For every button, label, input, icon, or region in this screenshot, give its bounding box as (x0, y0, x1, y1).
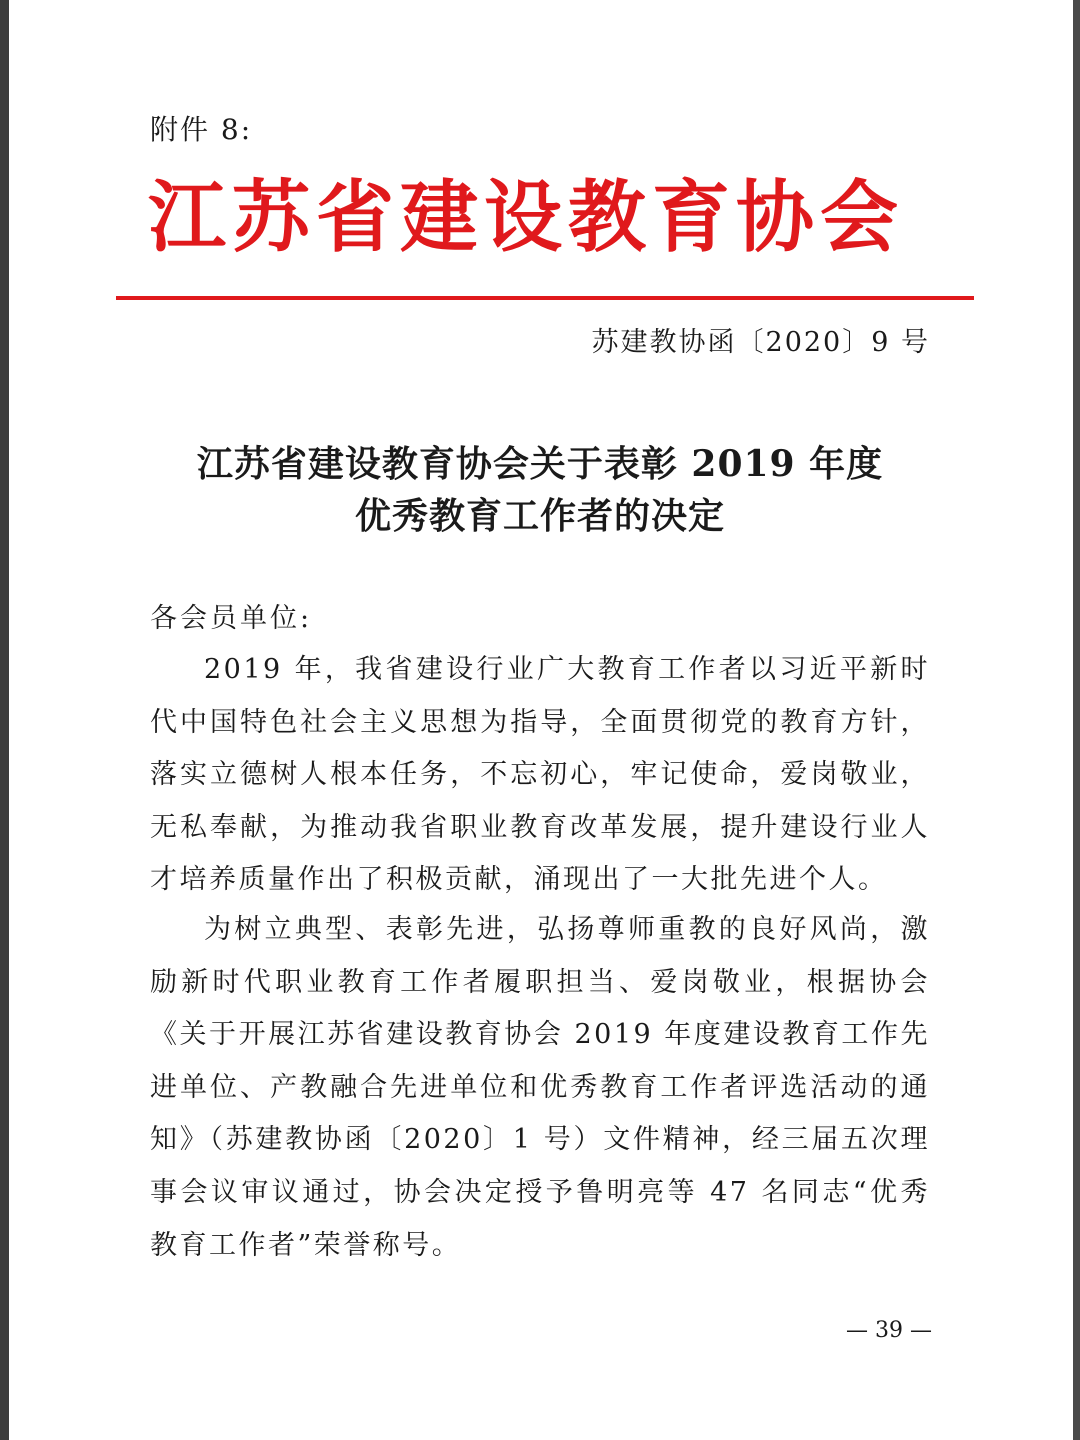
salutation: 各会员单位: (150, 603, 313, 634)
body-paragraph-1: 2019 年，我省建设行业广大教育工作者以习近平新时代中国特色社会主义思想为指导，全面贯彻党的教育方针，落实立德树人根本任务，不忘初心，牢记使命，爱岗敬业，无私奉献，为推动我省职业教育改革发展，提升建设行业人才培养质量作出了积极贡献，涌现出了一大批先进个人。 (150, 654, 930, 896)
page-number: — 39 — (846, 1318, 932, 1343)
document-number: 苏建教协函〔2020〕9 号 (591, 327, 930, 358)
attachment-label: 附件 8: (150, 113, 253, 146)
right-page-edge (1073, 0, 1080, 1440)
left-page-edge (0, 0, 9, 1440)
document-title-line-1: 江苏省建设教育协会关于表彰 2019 年度 (196, 443, 884, 485)
header-red-rule (116, 296, 974, 300)
organization-header: 江苏省建设教育协会 (148, 172, 905, 263)
document-title-line-2: 优秀教育工作者的决定 (354, 495, 725, 537)
body-paragraph-2: 为树立典型、表彰先进，弘扬尊师重教的良好风尚，激励新时代职业教育工作者履职担当、爱岗敬业，根据协会《关于开展江苏省建设教育协会 2019 年度建设教育工作先进单位、产教融合先进单位和优秀教育工作者评选活动的通知》（苏建教协函〔2020〕1 号）文件精神，经三届五次理事会议审议通过，协会决定授予鲁明亮等 47 名同志“优秀教育工作者”荣誉称号。 (150, 914, 930, 1261)
